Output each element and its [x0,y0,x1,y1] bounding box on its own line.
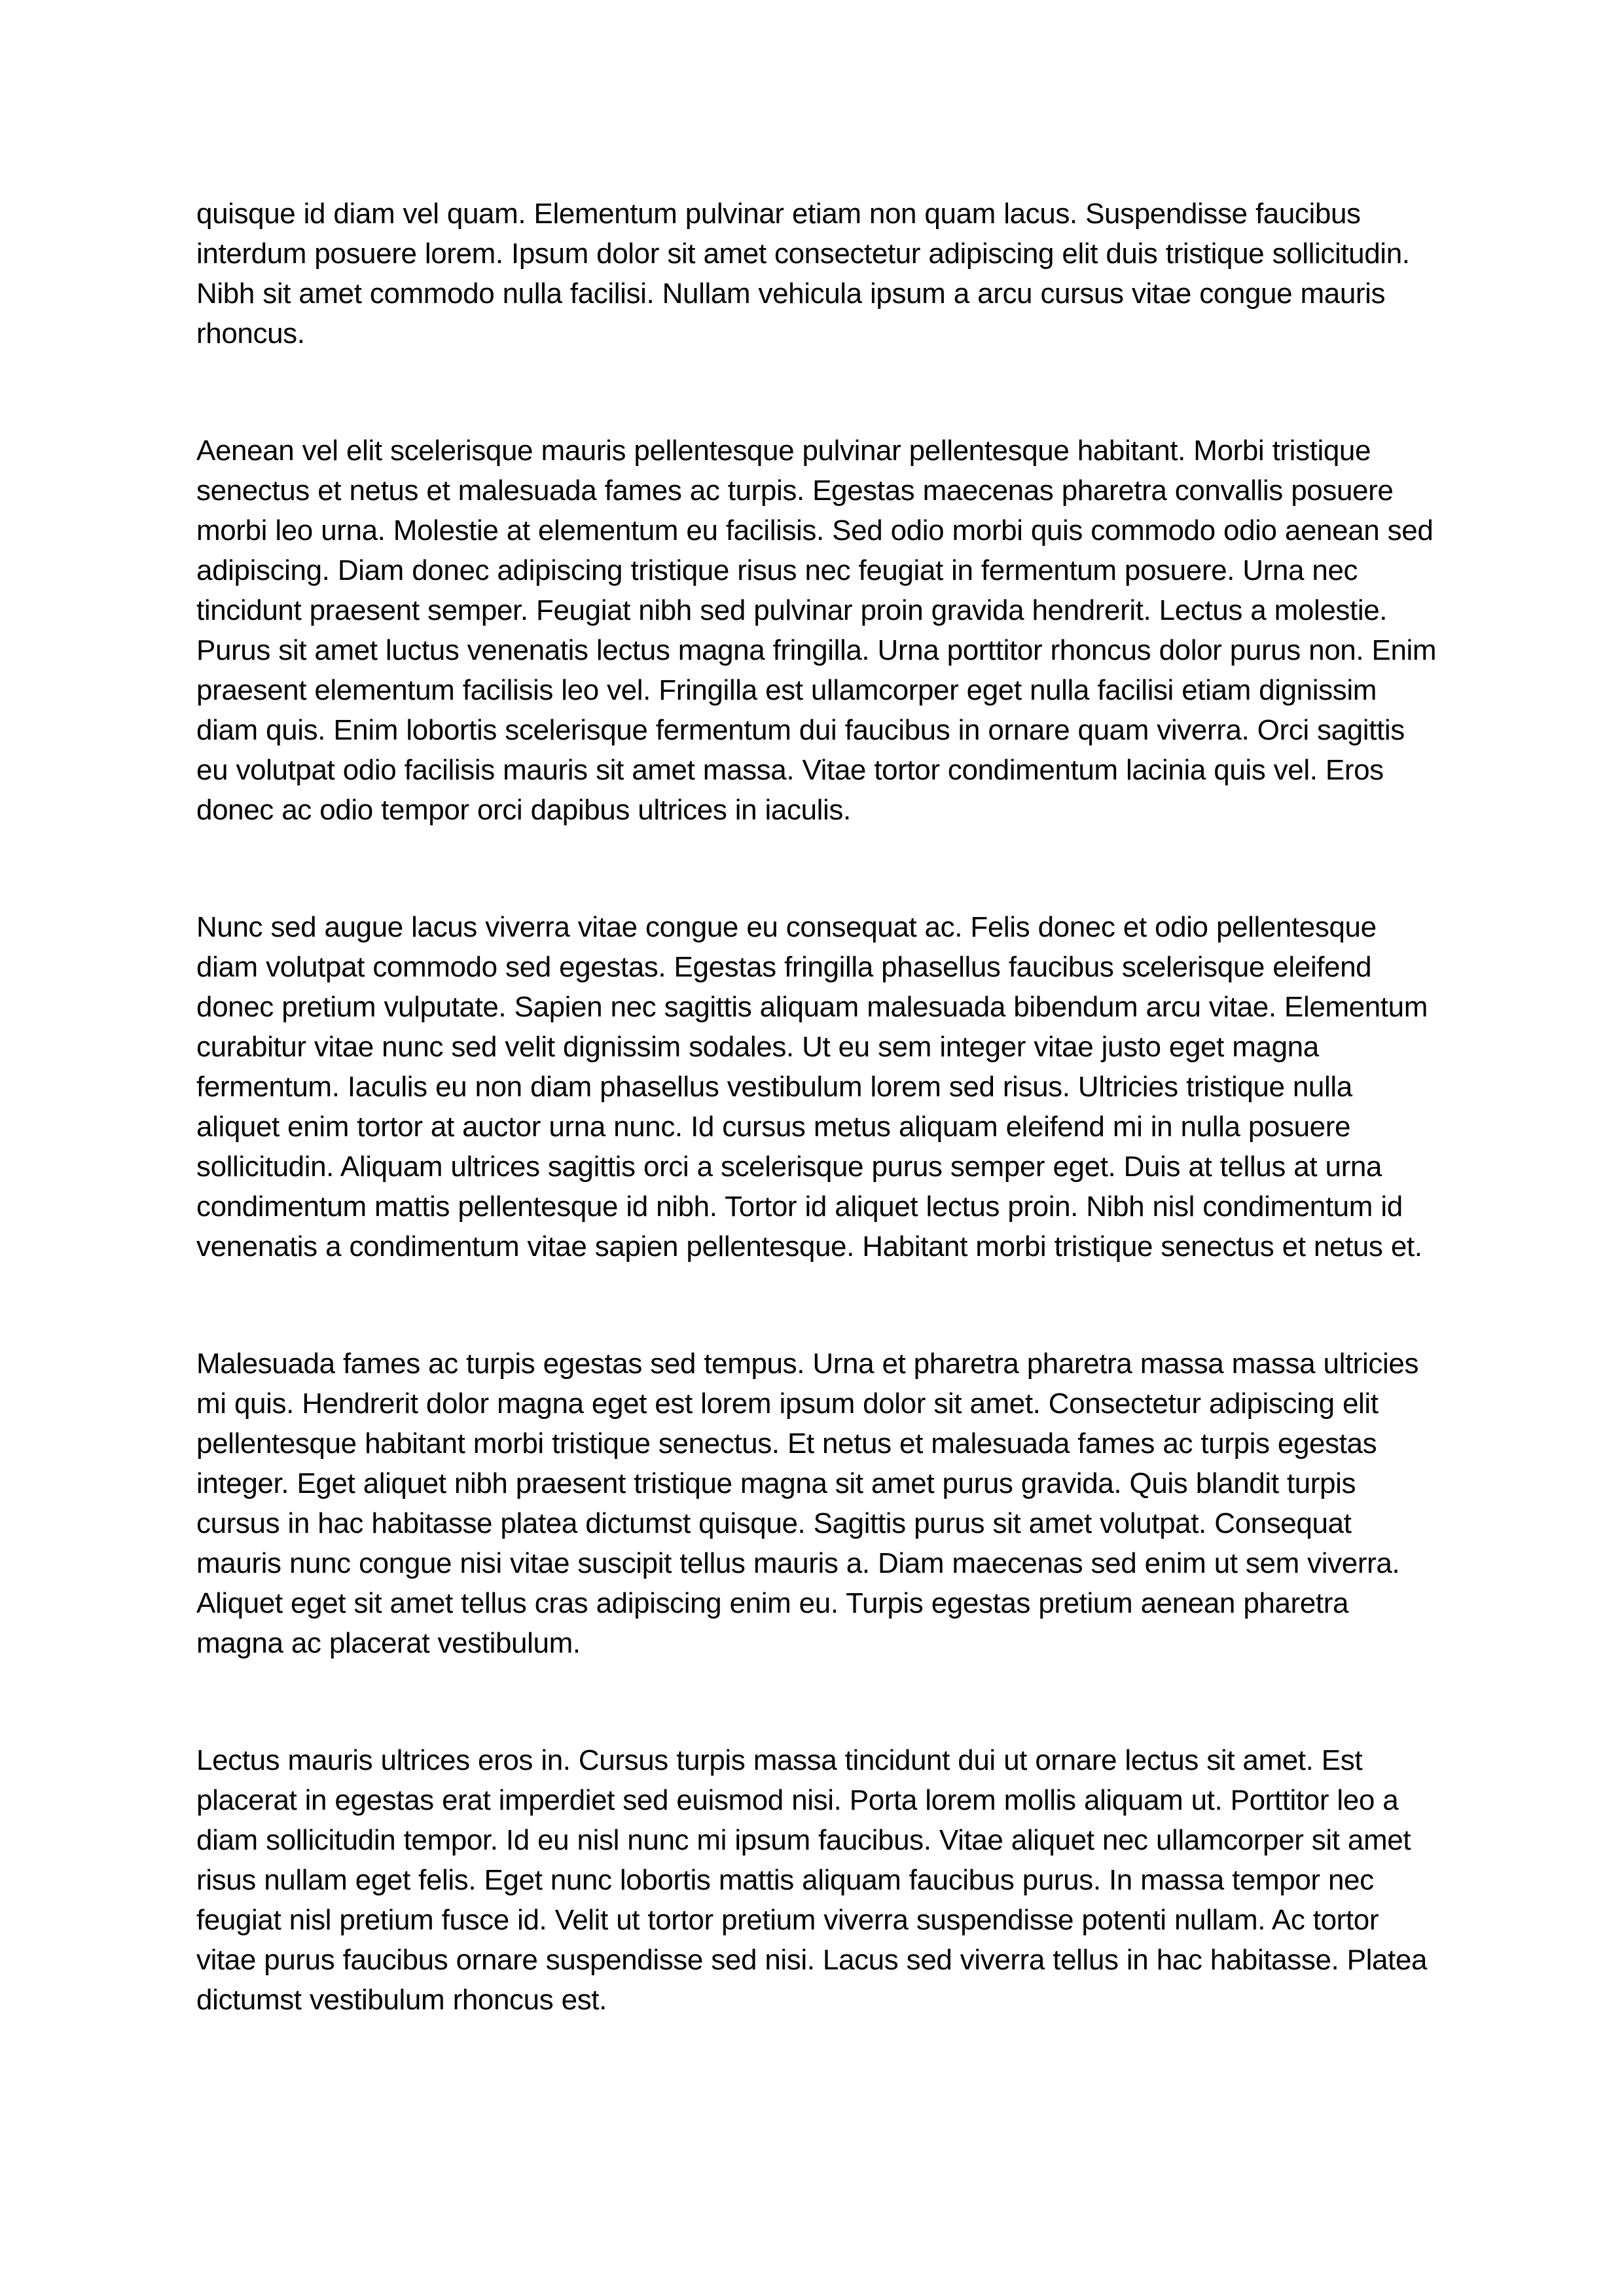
paragraph: Lectus mauris ultrices eros in. Cursus turpis massa tincidunt dui ut ornare lectus sit amet. Est placerat in egestas erat imperdiet sed euismod nisi. Porta lorem mollis aliquam ut. Porttitor leo a diam sollicitudin tempor. Id eu nisl nunc mi ipsum faucibus. Vitae aliquet nec ullamcorper sit amet risus nullam eget felis. Eget nunc lobortis mattis aliquam faucibus purus. In massa tempor nec feugiat nisl pretium fusce id. Velit ut tortor pretium viverra suspendisse potenti nullam. Ac tortor vitae purus faucibus ornare suspendisse sed nisi. Lacus sed viverra tellus in hac habitasse. Platea dictumst vestibulum rhoncus est. [196,1744,1428,2016]
paragraph: Aenean vel elit scelerisque mauris pellentesque pulvinar pellentesque habitant. Morbi tristique senectus et netus et malesuada fames ac turpis. Egestas maecenas pharetra convallis posuere morbi leo urna. Molestie at elementum eu facilisis. Sed odio morbi quis commodo odio aenean sed adipiscing. Diam donec adipiscing tristique risus nec feugiat in fermentum posuere. Urna nec tincidunt praesent semper. Feugiat nibh sed pulvinar proin gravida hendrerit. Lectus a molestie. Purus sit amet luctus venenatis lectus magna fringilla. Urna porttitor rhoncus dolor purus non. Enim praesent elementum facilisis leo vel. Fringilla est ullamcorper eget nulla facilisi etiam dignissim diam quis. Enim lobortis scelerisque fermentum dui faucibus in ornare quam viverra. Orci sagittis eu volutpat odio facilisis mauris sit amet massa. Vitae tortor condimentum lacinia quis vel. Eros donec ac odio tempor orci dapibus ultrices in iaculis. [196,435,1437,826]
paragraph: quisque id diam vel quam. Elementum pulvinar etiam non quam lacus. Suspendisse faucibus interdum posuere lorem. Ipsum dolor sit amet consectetur adipiscing elit duis tristique sollicitudin. Nibh sit amet commodo nulla facilisi. Nullam vehicula ipsum a arcu cursus vitae congue mauris rhoncus. [196,198,1410,350]
paragraph: Malesuada fames ac turpis egestas sed tempus. Urna et pharetra pharetra massa massa ultricies mi quis. Hendrerit dolor magna eget est lorem ipsum dolor sit amet. Consectetur adipiscing elit pellentesque habitant morbi tristique senectus. Et netus et malesuada fames ac turpis egestas integer. Eget aliquet nibh praesent tristique magna sit amet purus gravida. Quis blandit turpis cursus in hac habitasse platea dictumst quisque. Sagittis purus sit amet volutpat. Consequat mauris nunc congue nisi vitae suscipit tellus mauris a. Diam maecenas sed enim ut sem viverra. Aliquet eget sit amet tellus cras adipiscing enim eu. Turpis egestas pretium aenean pharetra magna ac placerat vestibulum. [196,1348,1419,1659]
paragraph: Nunc sed augue lacus viverra vitae congue eu consequat ac. Felis donec et odio pellentesque diam volutpat commodo sed egestas. Egestas fringilla phasellus faucibus scelerisque eleifend donec pretium vulputate. Sapien nec sagittis aliquam malesuada bibendum arcu vitae. Elementum curabitur vitae nunc sed velit dignissim sodales. Ut eu sem integer vitae justo eget magna fermentum. Iaculis eu non diam phasellus vestibulum lorem sed risus. Ultricies tristique nulla aliquet enim tortor at auctor urna nunc. Id cursus metus aliquam eleifend mi in nulla posuere sollicitudin. Aliquam ultrices sagittis orci a scelerisque purus semper eget. Duis at tellus at urna condimentum mattis pellentesque id nibh. Tortor id aliquet lectus proin. Nibh nisl condimentum id venenatis a condimentum vitae sapien pellentesque. Habitant morbi tristique senectus et netus et. [196,911,1428,1263]
document-body [196,194,1440,2020]
